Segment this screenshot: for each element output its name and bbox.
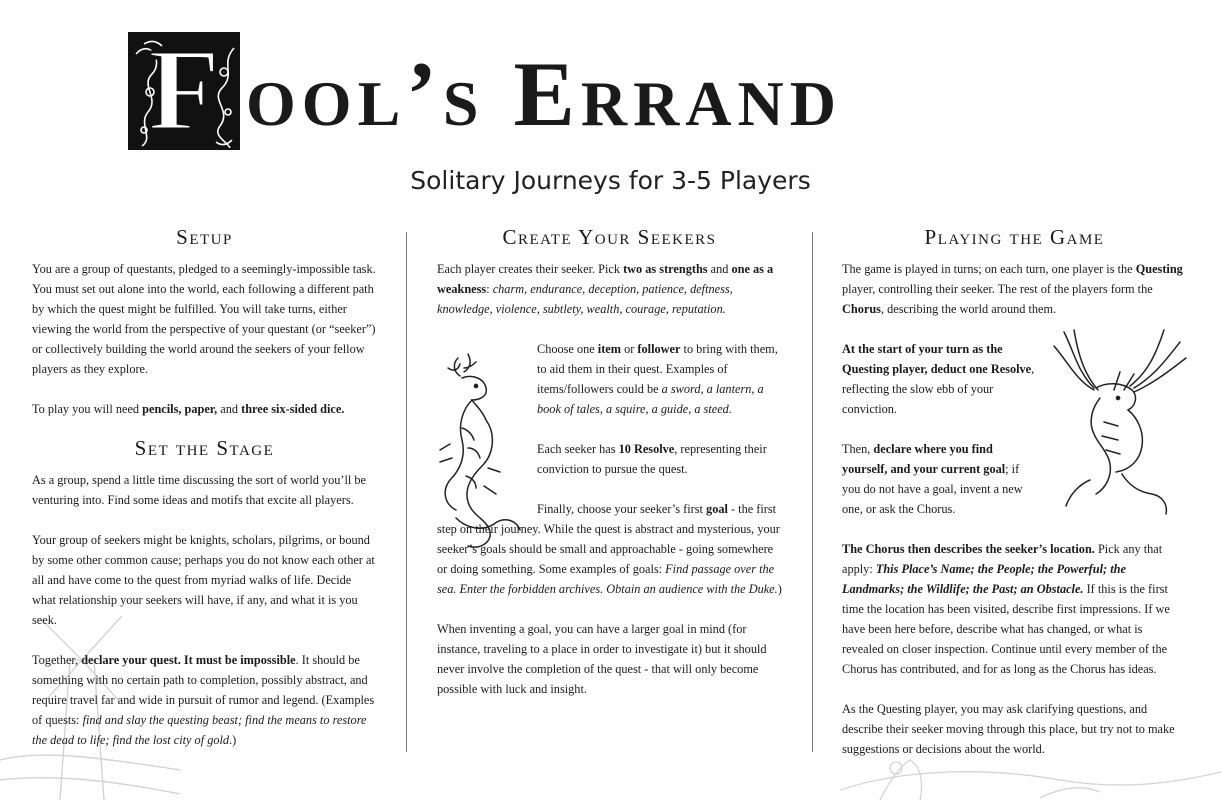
setup-heading: Setup bbox=[176, 225, 233, 249]
antlered-beast-illustration-icon bbox=[428, 348, 528, 568]
playing-paragraph-1: The game is played in turns; on each turn, one player is the Questing player, controlling their seeker. The rest of the players form the Chorus, describing the world around them. bbox=[842, 262, 1183, 316]
background-landscape-icon bbox=[840, 740, 1221, 804]
column-divider bbox=[812, 232, 813, 752]
playing-heading: Playing the Game bbox=[924, 225, 1105, 249]
stage-paragraph-2: Your group of seekers might be knights, scholars, pilgrims, or bound by some other common cause; perhaps you do not know each other at all and have come to the quest from myriad walks of life. Decide what relationship your seekers will have, if any, and what it is you seek. bbox=[32, 533, 375, 627]
playing-paragraph-4: The Chorus then describes the seeker’s location. Pick any that apply: This Place’s Name; the People; the Powerful; the Landmarks; the Wildlife; the Past; an Obstacle. If this is the first time the location has been visited, describe first impressions. If we have been here before, describe what has changed, or what is revealed on closer inspection. Continue until every member of the Chorus has contributed, and for as long as the Chorus has ideas. bbox=[842, 542, 1170, 676]
stage-paragraph-3: Together, declare your quest. It must be impossible. It should be something with no certain path to completion, possibly abstract, and require travel far and wide in pursuit of rumor and legend. (Examples of quests: find and slay the questing beast; find the means to restore the dead to life; find the lost city of gold.) bbox=[32, 653, 375, 747]
illuminated-drop-cap bbox=[128, 32, 240, 150]
create-paragraph-4: Finally, choose your seeker’s first goal - the first step on their journey. While the quest is abstract and mysterious, your seeker’s goals should be small and approachable - going somewhere or doing something. Some examples of goals: Find passage over the sea. Enter the forbidden archives. Obtain an audience with the Duke.) bbox=[437, 502, 782, 596]
setup-paragraph: You are a group of questants, pledged to a seemingly-impossible task. You must set out alone into the world, each following a different path by which the quest might be fulfilled. You will take turns, either viewing the world from the perspective of your questant (or “seeker”) or collectively building the world around the seekers of your fellow players as they explore. bbox=[32, 262, 376, 376]
create-paragraph-3: Each seeker has 10 Resolve, representing their conviction to pursue the quest. bbox=[537, 442, 767, 476]
winged-hare-illustration-icon bbox=[1044, 326, 1194, 530]
page-title: ool’s Errand bbox=[246, 43, 842, 145]
column-divider bbox=[406, 232, 407, 752]
stage-paragraph-1: As a group, spend a little time discussing the sort of world you’ll be venturing into. Find some ideas and motifs that excite all players. bbox=[32, 473, 367, 507]
create-paragraph-5: When inventing a goal, you can have a larger goal in mind (for instance, traveling to a place in order to investigate it) but it should never involve the completion of the quest - that will only become possible with luck and insight. bbox=[437, 622, 767, 696]
playing-paragraph-3: Then, declare where you find yourself, and your current goal; if you do not have a goal, invent a new one, or ask the Chorus. bbox=[842, 442, 1023, 516]
setup-supplies-paragraph: To play you will need pencils, paper, and three six-sided dice. bbox=[32, 402, 345, 416]
page-header bbox=[0, 0, 1221, 210]
page-subtitle: Solitary Journeys for 3-5 Players bbox=[410, 166, 811, 195]
playing-paragraph-2: At the start of your turn as the Questing player, deduct one Resolve, reflecting the slow ebb of your conviction. bbox=[842, 342, 1035, 416]
create-paragraph-2: Choose one item or follower to bring with them, to aid them in their quest. Examples of items/followers could be a sword, a lantern, a book of tales, a squire, a guide, a steed. bbox=[537, 342, 778, 416]
drop-cap-letter: F bbox=[147, 32, 221, 150]
stage-heading: Set the Stage bbox=[134, 436, 275, 460]
create-heading: Create Your Seekers bbox=[502, 225, 717, 249]
background-windmill-icon bbox=[0, 560, 180, 804]
create-paragraph-1: Each player creates their seeker. Pick two as strengths and one as a weakness: charm, endurance, deception, patience, deftness, knowledge, violence, subtlety, wealth, courage, reputation. bbox=[437, 262, 774, 316]
playing-paragraph-5: As the Questing player, you may ask clarifying questions, and describe their seeker moving through this place, but try not to make suggestions or decisions about the world. bbox=[842, 702, 1175, 756]
